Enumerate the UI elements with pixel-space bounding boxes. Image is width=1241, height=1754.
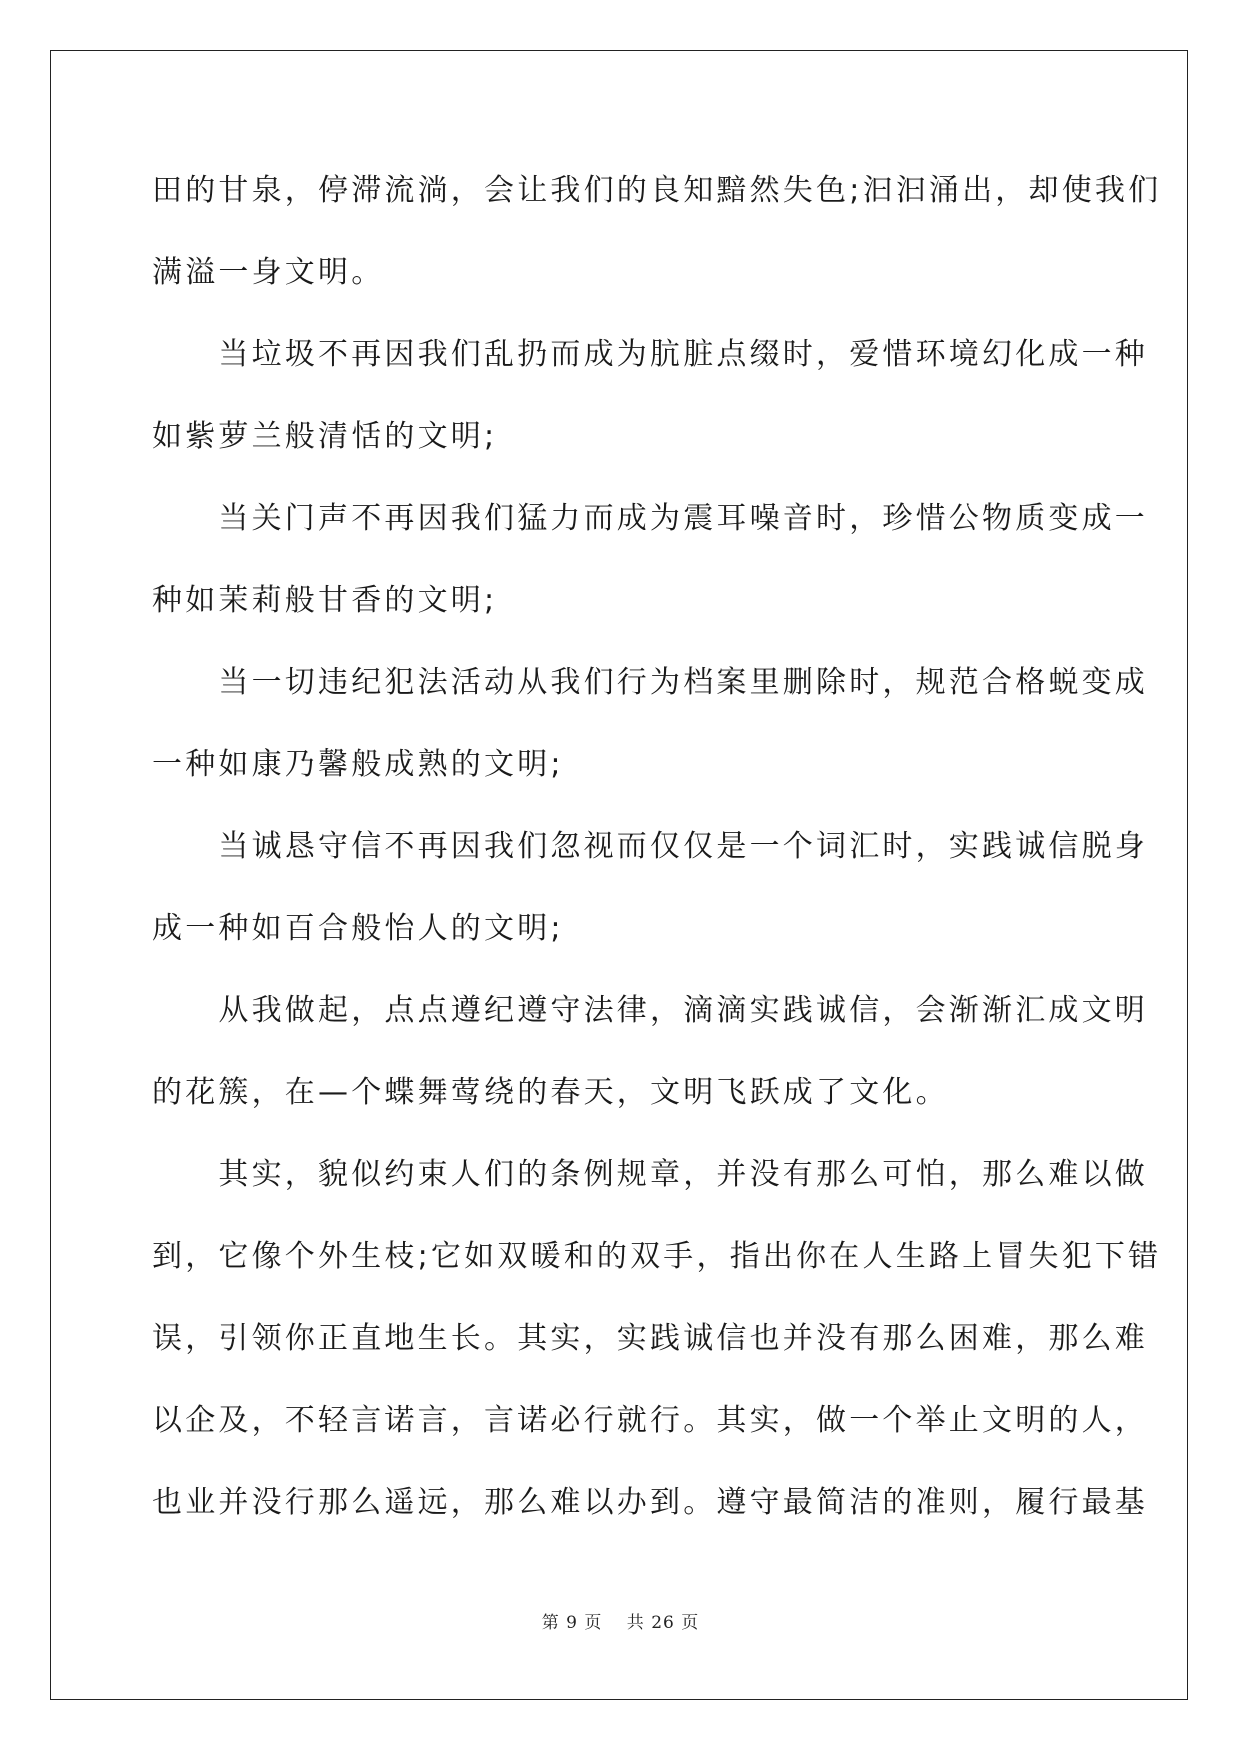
text-line: 其实，貌似约束人们的条例规章，并没有那么可怕，那么难以做	[152, 1157, 1148, 1192]
document-body	[152, 165, 1162, 1559]
text-line: 以企及，不轻言诺言，言诺必行就行。其实，做一个举止文明的人，	[152, 1403, 1148, 1438]
text-line: 种如茉莉般甘香的文明;	[152, 583, 498, 618]
page-footer	[0, 1608, 1241, 1633]
text-line: 如紫萝兰般清恬的文明;	[152, 419, 498, 454]
text-line: 的花簇，在—个蝶舞莺绕的春天，文明飞跃成了文化。	[152, 1075, 949, 1110]
text-line: 田的甘泉，停滞流淌，会让我们的良知黯然失色;汩汩涌出，却使我们	[152, 173, 1162, 208]
text-line: 到，它像个外生枝;它如双暖和的双手，指出你在人生路上冒失犯下错	[152, 1239, 1162, 1274]
text-line: 从我做起，点点遵纪遵守法律，滴滴实践诚信，会渐渐汇成文明	[152, 993, 1148, 1028]
text-line: 当诚恳守信不再因我们忽视而仅仅是一个词汇时，实践诚信脱身	[152, 829, 1148, 864]
text-line: 当垃圾不再因我们乱扔而成为肮脏点缀时，爱惜环境幻化成一种	[152, 337, 1148, 372]
text-line: 也业并没行那么遥远，那么难以办到。遵守最简洁的准则，履行最基	[152, 1485, 1148, 1520]
text-line: 满溢一身文明。	[152, 255, 385, 290]
page-number: 第 9 页 共 26 页	[541, 1613, 700, 1633]
text-line: 误，引领你正直地生长。其实，实践诚信也并没有那么困难，那么难	[152, 1321, 1148, 1356]
text-line: 成一种如百合般怡人的文明;	[152, 911, 564, 946]
text-line: 当一切违纪犯法活动从我们行为档案里删除时，规范合格蜕变成	[152, 665, 1148, 700]
text-line: 一种如康乃馨般成熟的文明;	[152, 747, 564, 782]
text-line: 当关门声不再因我们猛力而成为震耳噪音时，珍惜公物质变成一	[152, 501, 1148, 536]
